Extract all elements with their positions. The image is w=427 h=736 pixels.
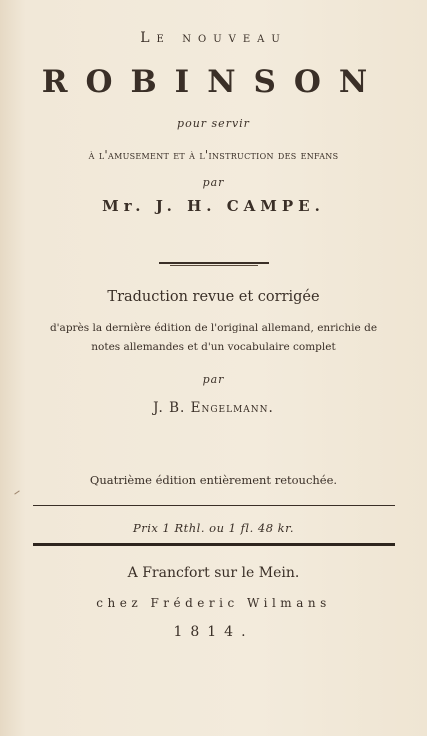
by-label-translator: par: [202, 373, 225, 386]
book-title: ROBINSON: [41, 64, 386, 100]
heading-le-nouveau: Le nouveau: [140, 30, 287, 46]
subtitle-pour-servir: pour servir: [177, 117, 250, 130]
translation-detail-1: d'après la dernière édition de l'original allemand, enrichie de: [49, 322, 378, 334]
by-label: par: [202, 176, 225, 189]
paper-mark: [14, 490, 19, 494]
author-name: Mr. J. H. CAMPE.: [102, 197, 325, 215]
imprint-publisher: chez Fréderic Wilmans: [96, 596, 331, 610]
price-rule-bottom: [33, 543, 395, 546]
imprint-year: 1814.: [173, 624, 254, 640]
price-rule-top: [33, 505, 395, 506]
translator-name: J. B. Engelmann.: [153, 400, 274, 416]
ornamental-rule-thin: [170, 265, 258, 266]
translation-detail-2: notes allemandes et d'un vocabulaire complet: [91, 341, 336, 353]
imprint-place: A Francfort sur le Mein.: [127, 565, 300, 581]
ornamental-rule: [159, 262, 269, 264]
price-line: Prix 1 Rthl. ou 1 fl. 48 kr.: [132, 521, 295, 535]
translation-heading: Traduction revue et corrigée: [107, 289, 320, 305]
edition-note: Quatrième édition entièrement retouchée.: [89, 473, 338, 487]
subtitle-purpose: à l'amusement et à l'instruction des enfans: [88, 148, 339, 162]
